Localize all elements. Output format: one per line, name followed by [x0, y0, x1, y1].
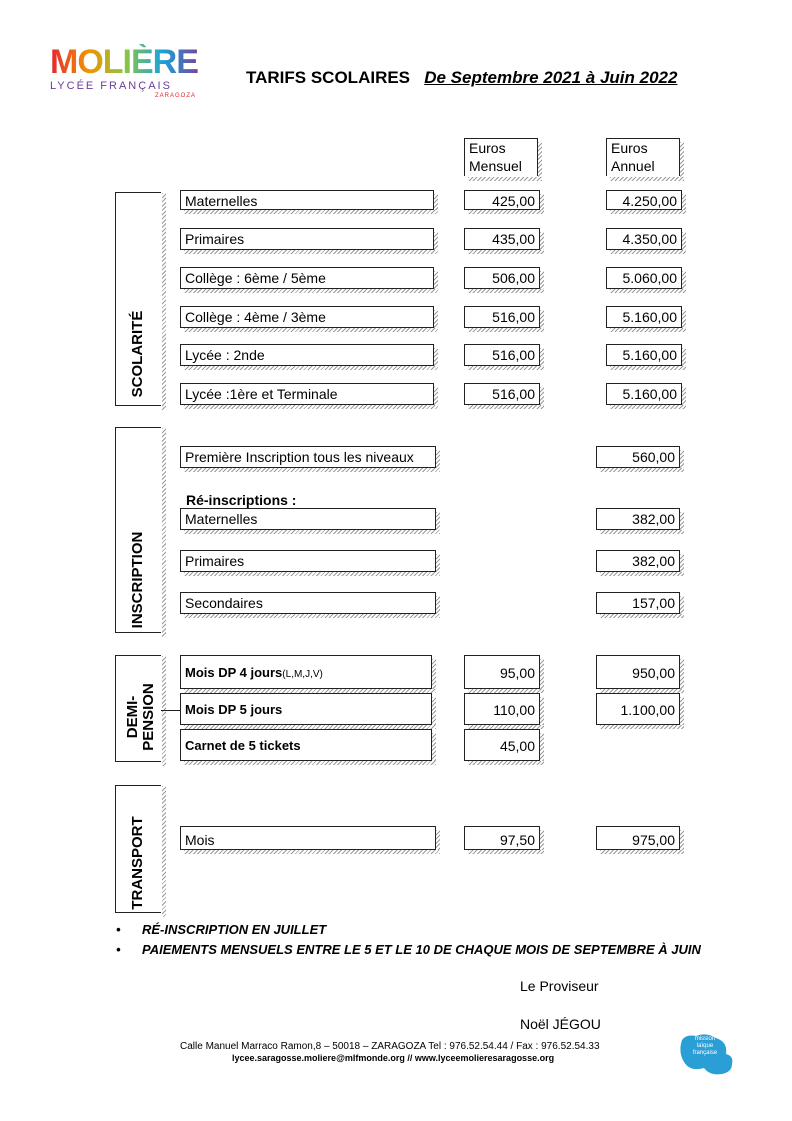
- row-annual: 382,00: [596, 550, 680, 572]
- badge-line1: mission: [694, 1036, 716, 1042]
- section-label-scolarite: SCOLARITÉ: [129, 310, 146, 398]
- section-label-inscription: INSCRIPTION: [129, 531, 146, 629]
- row-annual: 975,00: [596, 826, 680, 850]
- row-annual: 157,00: [596, 592, 680, 614]
- row-monthly: 435,00: [464, 228, 540, 250]
- header-monthly-line1: Euros: [469, 140, 506, 156]
- bullet-item: [116, 922, 326, 937]
- header-annual-line2: Annuel: [611, 158, 655, 174]
- row-label: Primaires: [180, 228, 434, 250]
- row-annual: 1.100,00: [596, 693, 680, 725]
- row-label: Mois: [180, 826, 436, 850]
- row-label: Primaires: [180, 550, 436, 572]
- title-main: TARIFS SCOLAIRES: [246, 68, 411, 87]
- header-monthly-line2: Mensuel: [469, 158, 522, 174]
- row-annual: 5.060,00: [606, 267, 682, 289]
- bullet-item: [116, 942, 701, 957]
- footer-contact: lycee.saragosse.moliere@mlfmonde.org // www.lyceemolieresaragosse.org: [232, 1053, 555, 1063]
- row-label: Collège : 4ème / 3ème: [180, 306, 434, 328]
- row-label: Carnet de 5 tickets: [180, 729, 432, 761]
- row-label: [180, 655, 432, 689]
- bullet-dot: •: [116, 922, 121, 937]
- row-annual: 950,00: [596, 655, 680, 689]
- section-label-demi-pension: [125, 665, 159, 769]
- row-monthly: 97,50: [464, 826, 540, 850]
- header-annual: [606, 138, 680, 176]
- row-label: Mois DP 5 jours: [180, 693, 432, 725]
- row-label: Maternelles: [180, 190, 434, 210]
- badge-line3: française: [692, 1050, 718, 1056]
- row-label: Lycée :1ère et Terminale: [180, 383, 434, 405]
- row-monthly: 110,00: [464, 693, 540, 725]
- row-label-text: Mois DP 4 jours: [185, 665, 283, 680]
- logo-subtitle: LYCÉE FRANÇAIS: [50, 80, 172, 92]
- title-period: De Septembre 2021 à Juin 2022: [424, 68, 678, 87]
- row-monthly: 516,00: [464, 306, 540, 328]
- row-annual: 560,00: [596, 446, 680, 468]
- school-logo: [50, 44, 200, 106]
- signature-name: Noël JÉGOU: [520, 1016, 601, 1032]
- signature-role: Le Proviseur: [520, 978, 599, 994]
- connector-line: [161, 710, 181, 711]
- badge-text: [676, 1036, 734, 1057]
- section-label-pension: PENSION: [140, 683, 157, 751]
- header-monthly: [464, 138, 538, 176]
- bullet-dot: •: [116, 942, 121, 957]
- row-monthly: 425,00: [464, 190, 540, 210]
- reinscriptions-title: Ré-inscriptions :: [186, 492, 297, 508]
- row-annual: 5.160,00: [606, 344, 682, 366]
- footer-address: Calle Manuel Marraco Ramon,8 – 50018 – ZARAGOZA Tel : 976.52.54.44 / Fax : 976.52.54.33: [180, 1041, 600, 1052]
- row-monthly: 95,00: [464, 655, 540, 689]
- row-label-note: (L,M,J,V): [282, 669, 323, 680]
- section-label-transport: TRANSPORT: [129, 816, 146, 910]
- row-monthly: 506,00: [464, 267, 540, 289]
- row-annual: 4.250,00: [606, 190, 682, 210]
- row-annual: 5.160,00: [606, 306, 682, 328]
- row-label: Lycée : 2nde: [180, 344, 434, 366]
- row-label: Secondaires: [180, 592, 436, 614]
- row-annual: 4.350,00: [606, 228, 682, 250]
- row-monthly: 516,00: [464, 344, 540, 366]
- row-label: Première Inscription tous les niveaux: [180, 446, 436, 468]
- section-label-demi: DEMI-: [124, 695, 141, 739]
- row-label: Collège : 6ème / 5ème: [180, 267, 434, 289]
- row-annual: 5.160,00: [606, 383, 682, 405]
- bullet-text: PAIEMENTS MENSUELS ENTRE LE 5 ET LE 10 DE CHAQUE MOIS DE SEPTEMBRE À JUIN: [142, 942, 701, 957]
- row-label: Maternelles: [180, 508, 436, 530]
- logo-city: ZARAGOZA: [154, 93, 196, 99]
- row-annual: 382,00: [596, 508, 680, 530]
- row-monthly: 516,00: [464, 383, 540, 405]
- bullet-text: RÉ-INSCRIPTION EN JUILLET: [142, 922, 327, 937]
- page-title: [246, 68, 677, 88]
- row-monthly: 45,00: [464, 729, 540, 761]
- badge-line2: laïque: [696, 1043, 714, 1049]
- header-annual-line1: Euros: [611, 140, 648, 156]
- logo-word: MOLIÈRE: [50, 44, 200, 80]
- mlf-badge-logo: [676, 1032, 734, 1076]
